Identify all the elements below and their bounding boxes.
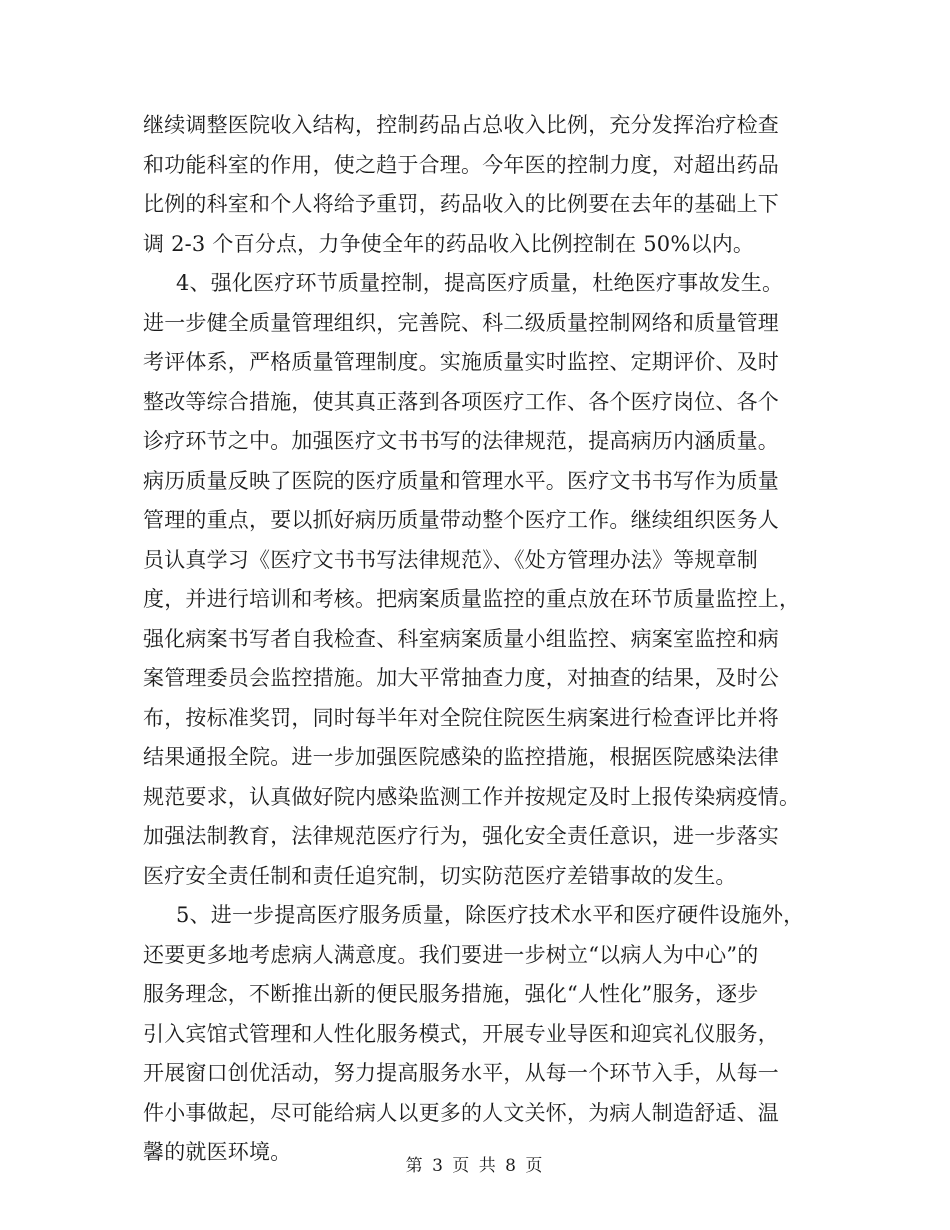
text-line: 诊疗环节之中。加强医疗文书书写的法律规范，提高病历内涵质量。: [143, 429, 779, 453]
text-line: 医疗安全责任制和责任追究制，切实防范医疗差错事故的发生。: [143, 863, 737, 888]
text-line: 度，并进行培训和考核。把病案质量监控的重点放在环节质量监控上，: [143, 587, 801, 611]
text-line: 案管理委员会监控措施。加大平常抽查力度，对抽查的结果，及时公: [143, 666, 779, 690]
text-line: 开展窗口创优活动，努力提高服务水平，从每一个环节入手，从每一: [143, 1061, 779, 1085]
text-line: 调 2-3 个百分点，力争使全年的药品收入比例控制在 50%以内。: [143, 231, 755, 256]
text-line: 加强法制教育，法律规范医疗行为，强化安全责任意识，进一步落实: [143, 824, 779, 848]
document-body: [143, 106, 823, 1173]
text-line: 布，按标准奖罚，同时每半年对全院住院医生病案进行检查评比并将: [143, 705, 779, 730]
paragraph-first-line: 4、强化医疗环节质量控制，提高医疗质量，杜绝医疗事故发生。: [176, 271, 784, 295]
text-line: 比例的科室和个人将给予重罚，药品收入的比例要在去年的基础上下: [143, 192, 779, 216]
text-line: 病历质量反映了医院的医疗质量和管理水平。医疗文书书写作为质量: [143, 468, 779, 493]
text-line: 整改等综合措施，使其真正落到各项医疗工作、各个医疗岗位、各个: [143, 389, 779, 414]
text-line: 考评体系，严格质量管理制度。实施质量实时监控、定期评价、及时: [143, 350, 779, 374]
text-line: 进一步健全质量管理组织，完善院、科二级质量控制网络和质量管理: [143, 310, 779, 335]
text-line: 员认真学习《医疗文书书写法律规范》、《处方管理办法》等规章制: [143, 547, 758, 572]
text-line: 件小事做起，尽可能给病人以更多的人文关怀，为病人制造舒适、温: [143, 1100, 779, 1125]
text-line: 继续调整医院收入结构，控制药品占总收入比例，充分发挥治疗检查: [143, 113, 779, 137]
text-line: 还要更多地考虑病人满意度。我们要进一步树立“以病人为中心”的: [143, 942, 759, 967]
page-footer: 第 3 页 共 8 页: [405, 1156, 545, 1176]
text-line: 管理的重点，要以抓好病历质量带动整个医疗工作。继续组织医务人: [143, 508, 779, 532]
text-line: 引入宾馆式管理和人性化服务模式，开展专业导医和迎宾礼仪服务，: [143, 1021, 779, 1046]
text-line: 结果通报全院。进一步加强医院感染的监控措施，根据医院感染法律: [143, 745, 779, 769]
text-line: 和功能科室的作用，使之趋于合理。今年医的控制力度，对超出药品: [143, 152, 779, 177]
text-line: 强化病案书写者自我检查、科室病案质量小组监控、病案室监控和病: [143, 626, 779, 651]
paragraph-first-line: 5、进一步提高医疗服务质量，除医疗技术水平和医疗硬件设施外，: [176, 903, 805, 927]
text-line: 服务理念，不断推出新的便民服务措施，强化“人性化”服务，逐步: [143, 982, 759, 1006]
text-line: 规范要求，认真做好院内感染监测工作并按规定及时上报传染病疫情。: [143, 784, 801, 809]
text-line: 馨的就医环境。: [143, 1140, 292, 1164]
